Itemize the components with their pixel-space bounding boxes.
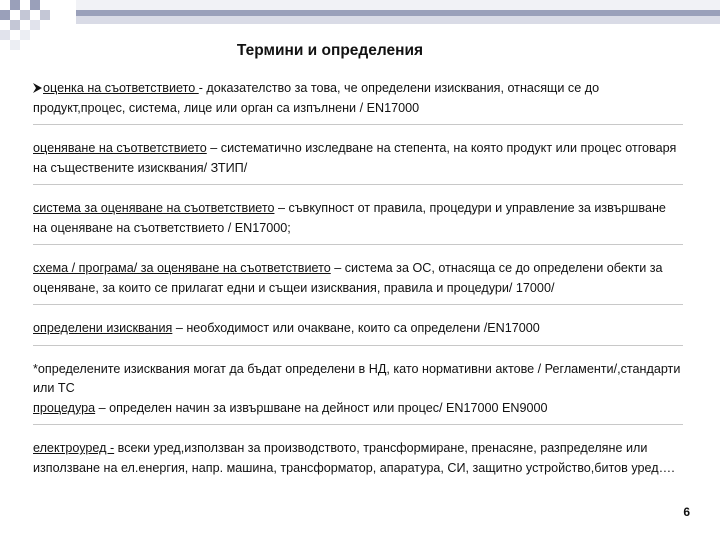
separator: [33, 244, 683, 245]
entry-text: [33, 319, 683, 339]
slide-title: Термини и определения: [236, 42, 424, 59]
definition-entry: [33, 259, 683, 305]
separator: [33, 124, 683, 125]
definition-entry: [33, 319, 683, 346]
entry-text: [33, 439, 683, 478]
entry-text: [33, 259, 683, 298]
separator: [33, 424, 683, 425]
definition: – съвкупност от правила, процедури и управление за извършване на оценяване на съответствието / EN17000;: [33, 201, 666, 235]
entry-text: [33, 199, 683, 238]
term: процедура: [33, 400, 96, 415]
note-text: *определените изисквания могат да бъдат определени в НД, като нормативни актове / Регламенти/,стандарти или ТС: [33, 361, 681, 395]
term: система за оценяване на съответствието: [33, 201, 275, 215]
term: оценяване на съответствието: [33, 141, 207, 155]
note-entry: [33, 360, 683, 399]
definition: - доказателство за това, че определени изисквания, отнасящи се до продукт,процес, система, лице или орган са изпълнени / EN17000: [33, 81, 600, 115]
entry-text: [33, 139, 683, 178]
definition: – систематично изследване на степента, на която продукт или процес отговаря на съществените изисквания/ ЗТИП/: [33, 141, 677, 175]
separator: [33, 304, 683, 305]
entry-text: [33, 399, 683, 419]
page-number: 6: [683, 505, 690, 519]
definition-entry: [33, 199, 683, 245]
separator: [33, 184, 683, 185]
separator: [33, 345, 683, 346]
band-light: [76, 16, 720, 24]
definition-entry: [33, 399, 683, 426]
term: схема / програма/ за оценяване на съответствието: [33, 261, 331, 275]
definition: всеки уред,използван за производството, трансформиране, пренасяне, разпределяне или използване на ел.енергия, напр. машина, трансформатор, апаратура, СИ, защитно устройство,битов уред….: [33, 441, 675, 475]
definition-entry: [33, 79, 683, 125]
definitions-list: [33, 79, 683, 478]
band-pale: [76, 0, 720, 10]
term: определени изисквания: [33, 321, 173, 335]
term: оценка на съответствието: [43, 81, 199, 95]
arrow-bullet-icon: [33, 80, 42, 90]
definition: – необходимост или очакване, които са определени /EN17000: [172, 321, 540, 335]
term: електроуред -: [33, 441, 115, 455]
entry-text: [33, 79, 683, 118]
definition: – определен начин за извършване на дейност или процес/ EN17000 EN9000: [95, 400, 548, 415]
definition: – система за ОС, отнасяща се до определени обекти за оценяване, за които се прилагат едни и същеи изисквания, правила и процедури/ 17000/: [33, 261, 663, 295]
definition-entry: [33, 139, 683, 185]
header-decorative-band: [76, 0, 720, 26]
definition-entry: [33, 439, 683, 478]
